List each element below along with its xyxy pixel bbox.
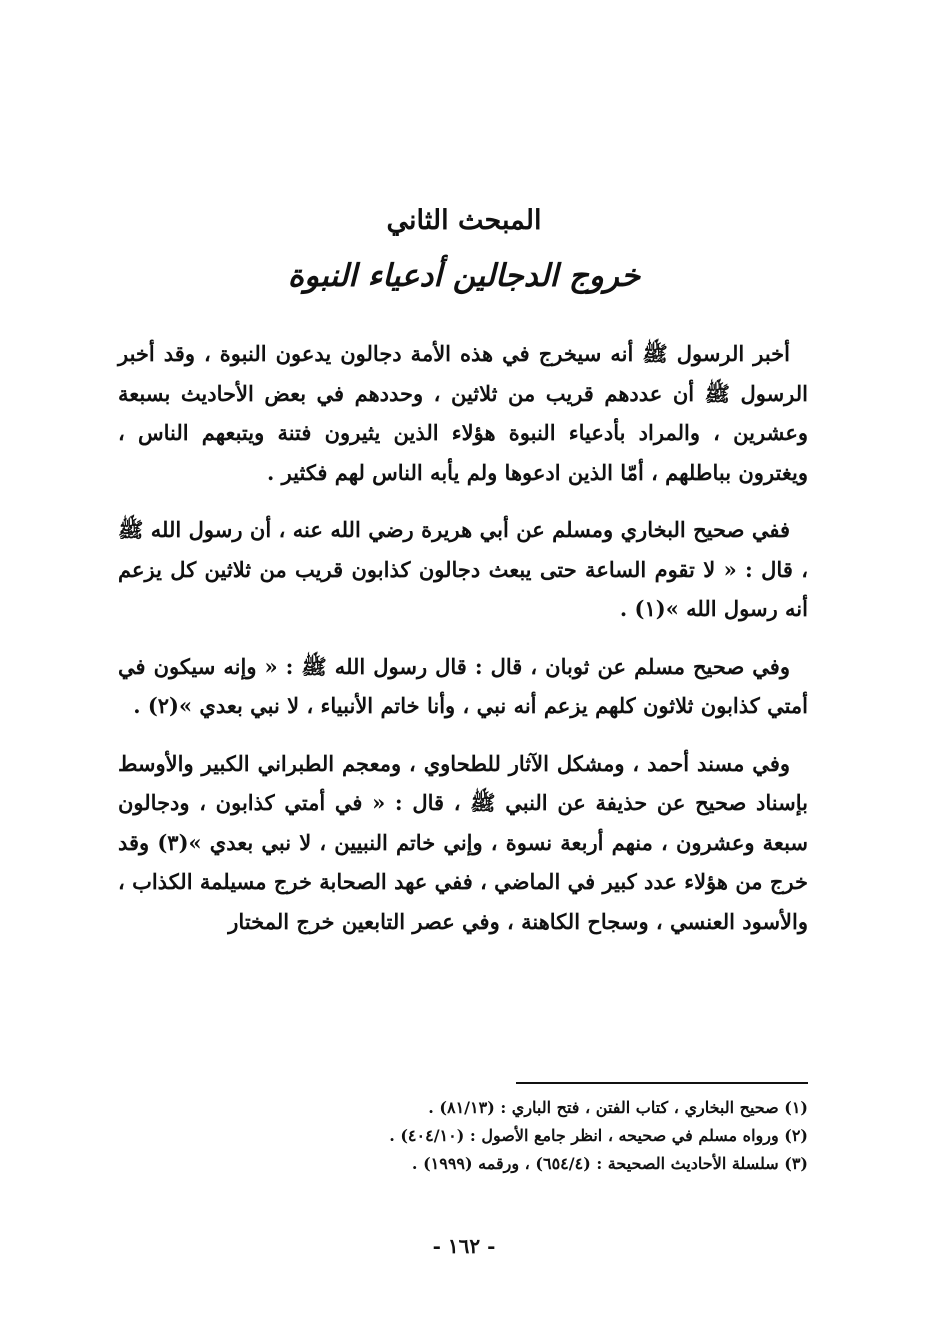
- page-number: - ١٦٢ -: [432, 1234, 496, 1258]
- footnotes: [118, 1094, 808, 1178]
- footnote: (١) صحيح البخاري ، كتاب الفتن ، فتح الباري : (٨١/١٣) .: [428, 1098, 808, 1117]
- chapter-heading: المبحث الثاني: [386, 205, 542, 236]
- body-text: [118, 334, 808, 959]
- paragraph: وفي صحيح مسلم عن ثوبان ، قال : قال رسول الله ﷺ : « وإنه سيكون في أمتي كذابون ثلاثون كلهم يزعم أنه نبي ، وأنا خاتم الأنبياء ، لا نبي بعدي »(٢) .: [118, 653, 808, 718]
- paragraph: ففي صحيح البخاري ومسلم عن أبي هريرة رضي الله عنه ، أن رسول الله ﷺ ، قال : « لا تقوم الساعة حتى يبعث دجالون كذابون قريب من ثلاثين كل يزعم أنه رسول الله »(١) .: [118, 517, 808, 621]
- footnote: (٣) سلسلة الأحاديث الصحيحة : (٦٥٤/٤) ، ورقمه (١٩٩٩) .: [411, 1154, 808, 1173]
- paragraph: وفي مسند أحمد ، ومشكل الآثار للطحاوي ، ومعجم الطبراني الكبير والأوسط بإسناد صحيح عن حذيفة عن النبي ﷺ ، قال : « في أمتي كذابون ، ودجالون سبعة وعشرون ، منهم أربعة نسوة ، وإني خاتم النبيين ، لا نبي بعدي »(٣) وقد خرج من هؤلاء عدد كبير في الماضي ، ففي عهد الصحابة خرج مسيلمة الكذاب ، والأسود العنسي ، وسجاح الكاهنة ، وفي عصر التابعين خرج المختار: [117, 750, 808, 934]
- footnote: (٢) ورواه مسلم في صحيحه ، انظر جامع الأصول : (٤٠٤/١٠) .: [389, 1126, 808, 1145]
- section-title: خروج الدجالين أدعياء النبوة: [287, 258, 641, 294]
- footnote-divider: [516, 1082, 808, 1084]
- paragraph: أخبر الرسول ﷺ أنه سيخرج في هذه الأمة دجالون يدعون النبوة ، وقد أخبر الرسول ﷺ أن عددهم قريب من ثلاثين ، وحددهم في بعض الأحاديث بسبعة وعشرين ، والمراد بأدعياء النبوة هؤلاء الذين يثيرون فتنة ويتبعهم الناس ، ويغترون بباطلهم ، أمّا الذين ادعوها ولم يأبه الناس لهم فكثير .: [118, 341, 808, 485]
